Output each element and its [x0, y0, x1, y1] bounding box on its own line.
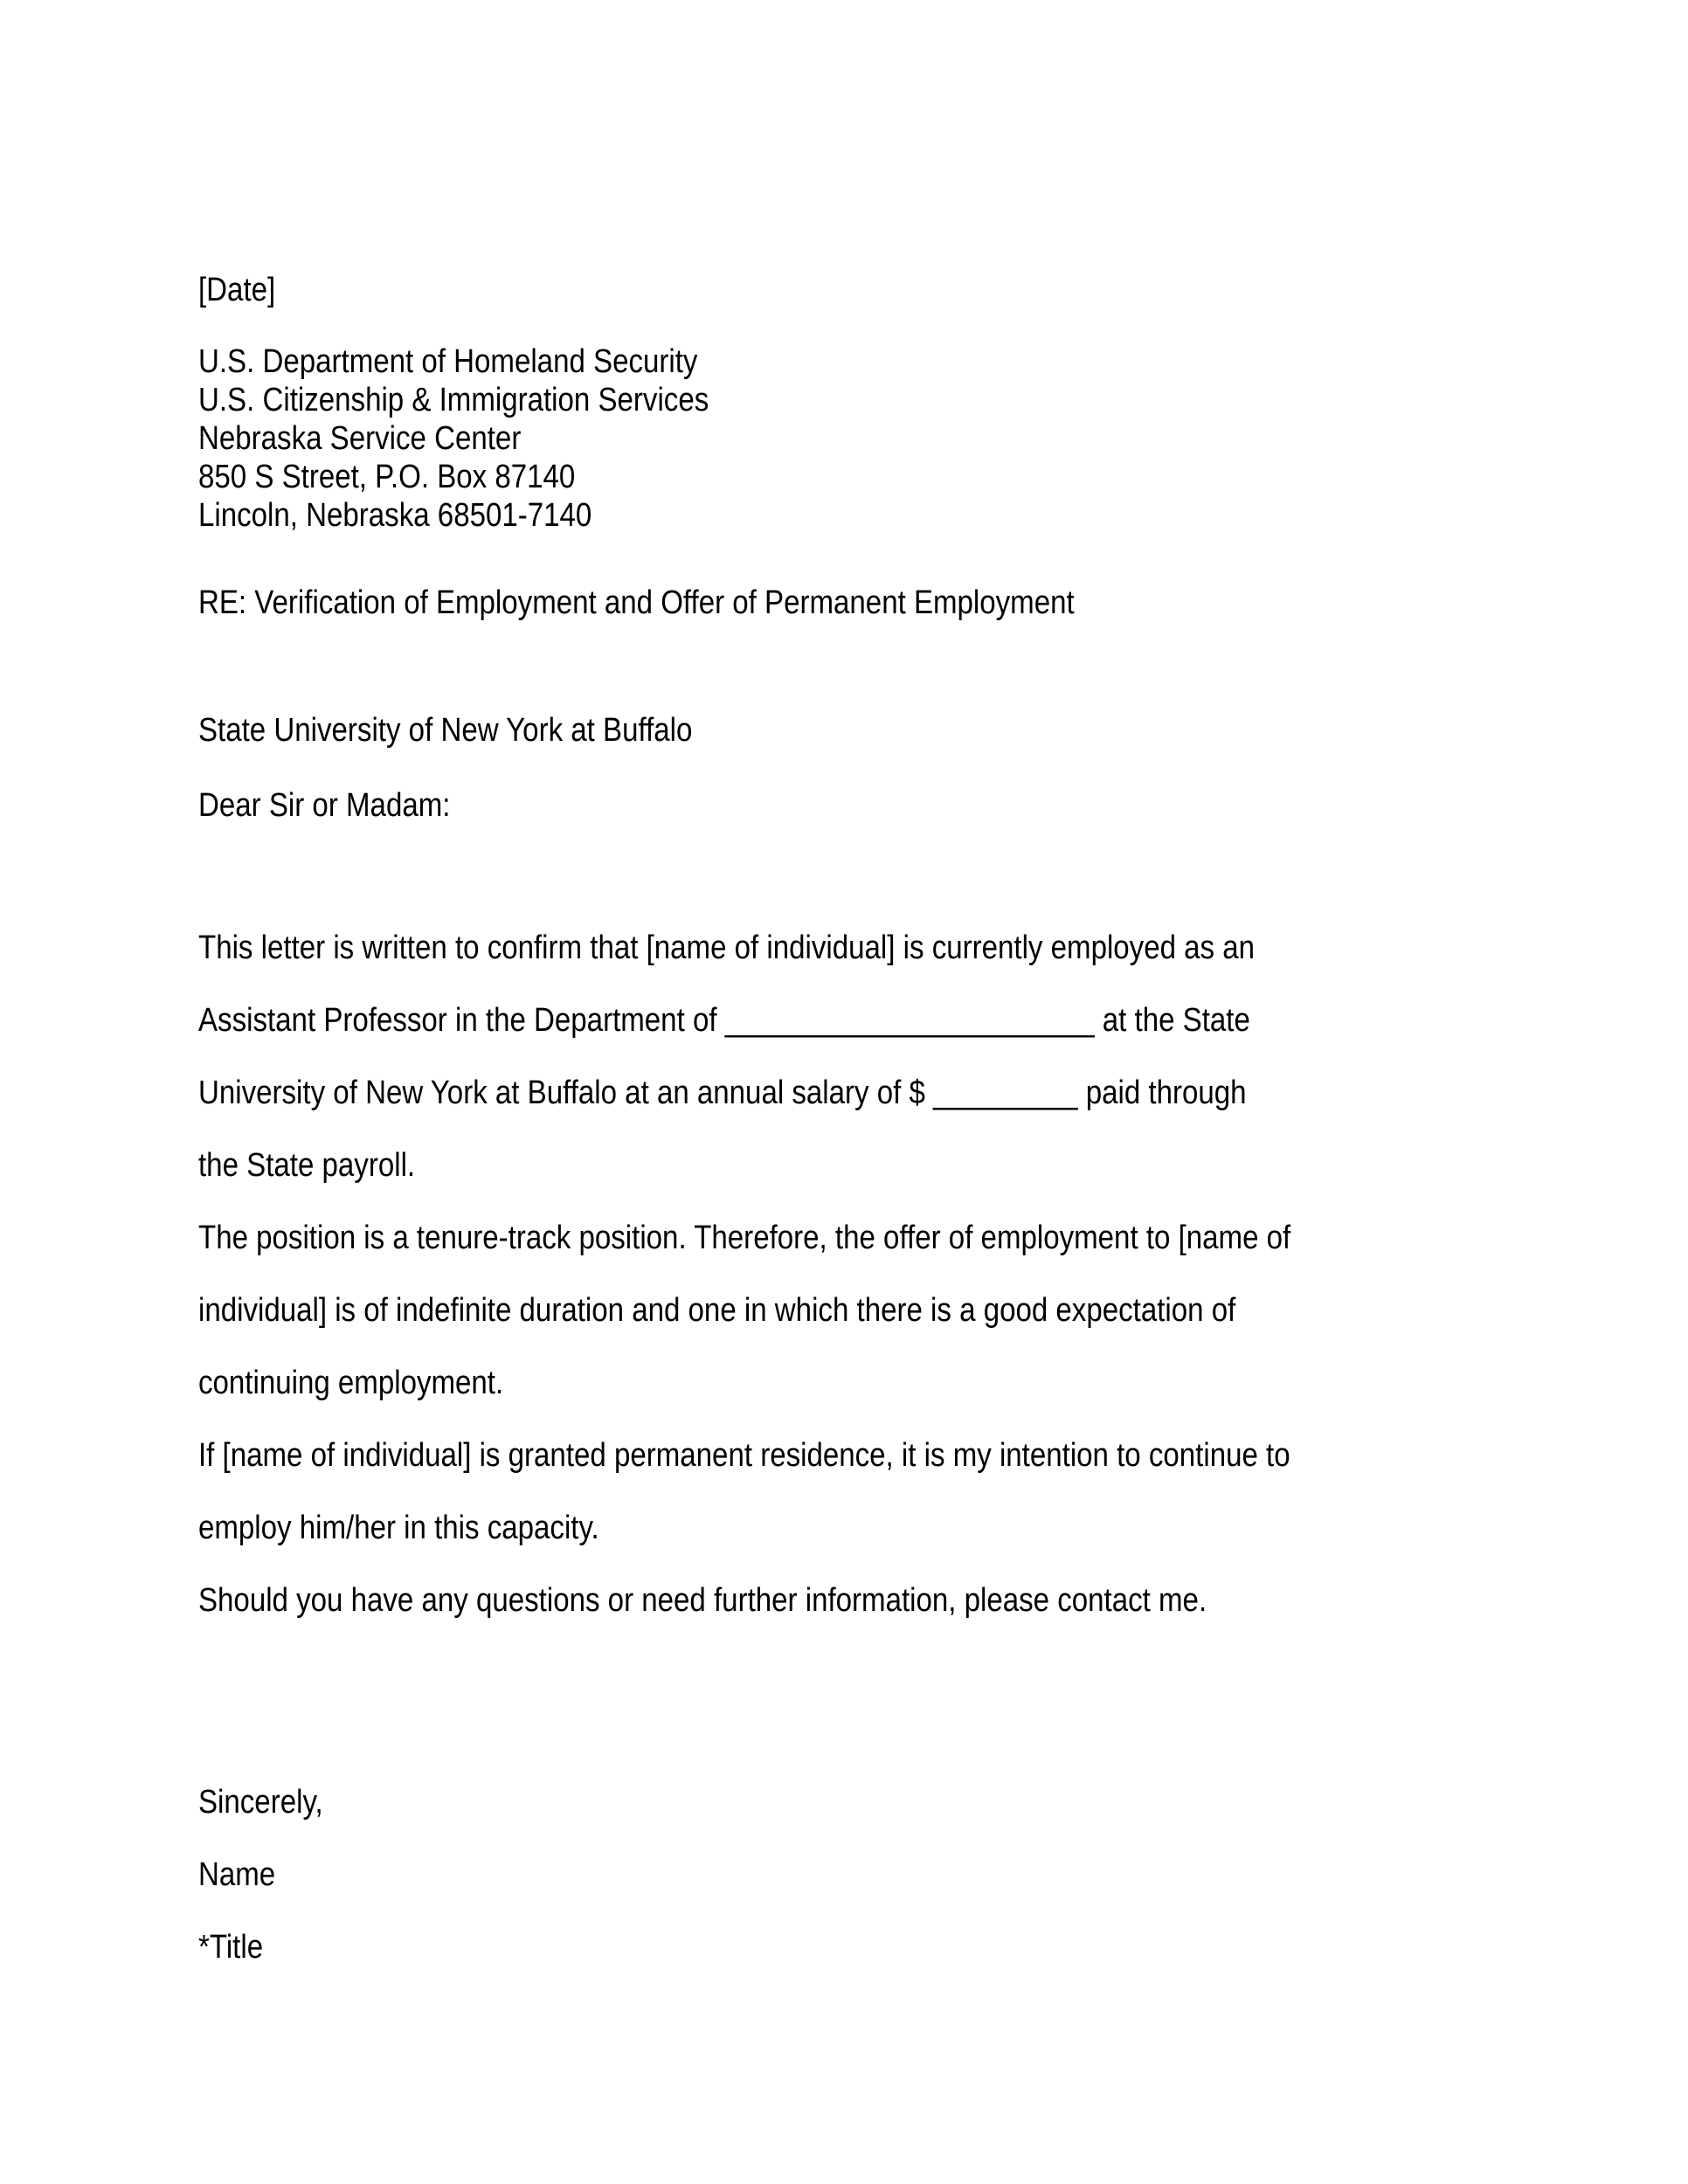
recipient-address-line: U.S. Department of Homeland Security: [198, 343, 698, 380]
body-line: This letter is written to confirm that [name of individual] is currently employed as an: [198, 930, 1256, 966]
body-line: the State payroll.: [198, 1147, 416, 1184]
signer-name: Name: [198, 1856, 276, 1893]
valediction: Sincerely,: [198, 1784, 323, 1821]
body-line: Should you have any questions or need further information, please contact me.: [198, 1582, 1207, 1619]
body-line: If [name of individual] is granted permanent residence, it is my intention to continue to: [198, 1437, 1290, 1474]
body-line: continuing employment.: [198, 1365, 504, 1401]
recipient-address-line: Lincoln, Nebraska 68501-7140: [198, 497, 592, 534]
body-line: individual] is of indefinite duration and one in which there is a good expectation of: [198, 1292, 1236, 1329]
recipient-address-line: U.S. Citizenship & Immigration Services: [198, 382, 709, 418]
body-line-department-blank: Assistant Professor in the Department of _______________________ at the State: [198, 1002, 1250, 1039]
recipient-address-line: 850 S Street, P.O. Box 87140: [198, 459, 576, 495]
employer-name: State University of New York at Buffalo: [198, 712, 693, 749]
letter-content: [198, 0, 1561, 1984]
salutation: Dear Sir or Madam:: [198, 787, 451, 824]
body-line-salary-blank: University of New York at Buffalo at an annual salary of $ _________ paid through: [198, 1075, 1247, 1111]
date-placeholder: [Date]: [198, 272, 276, 308]
recipient-address-line: Nebraska Service Center: [198, 420, 522, 457]
signer-title: *Title: [198, 1929, 264, 1966]
subject-line: RE: Verification of Employment and Offer of Permanent Employment: [198, 584, 1075, 621]
body-line: The position is a tenure-track position. Therefore, the offer of employment to [name of: [198, 1220, 1291, 1256]
body-line: employ him/her in this capacity.: [198, 1510, 599, 1546]
